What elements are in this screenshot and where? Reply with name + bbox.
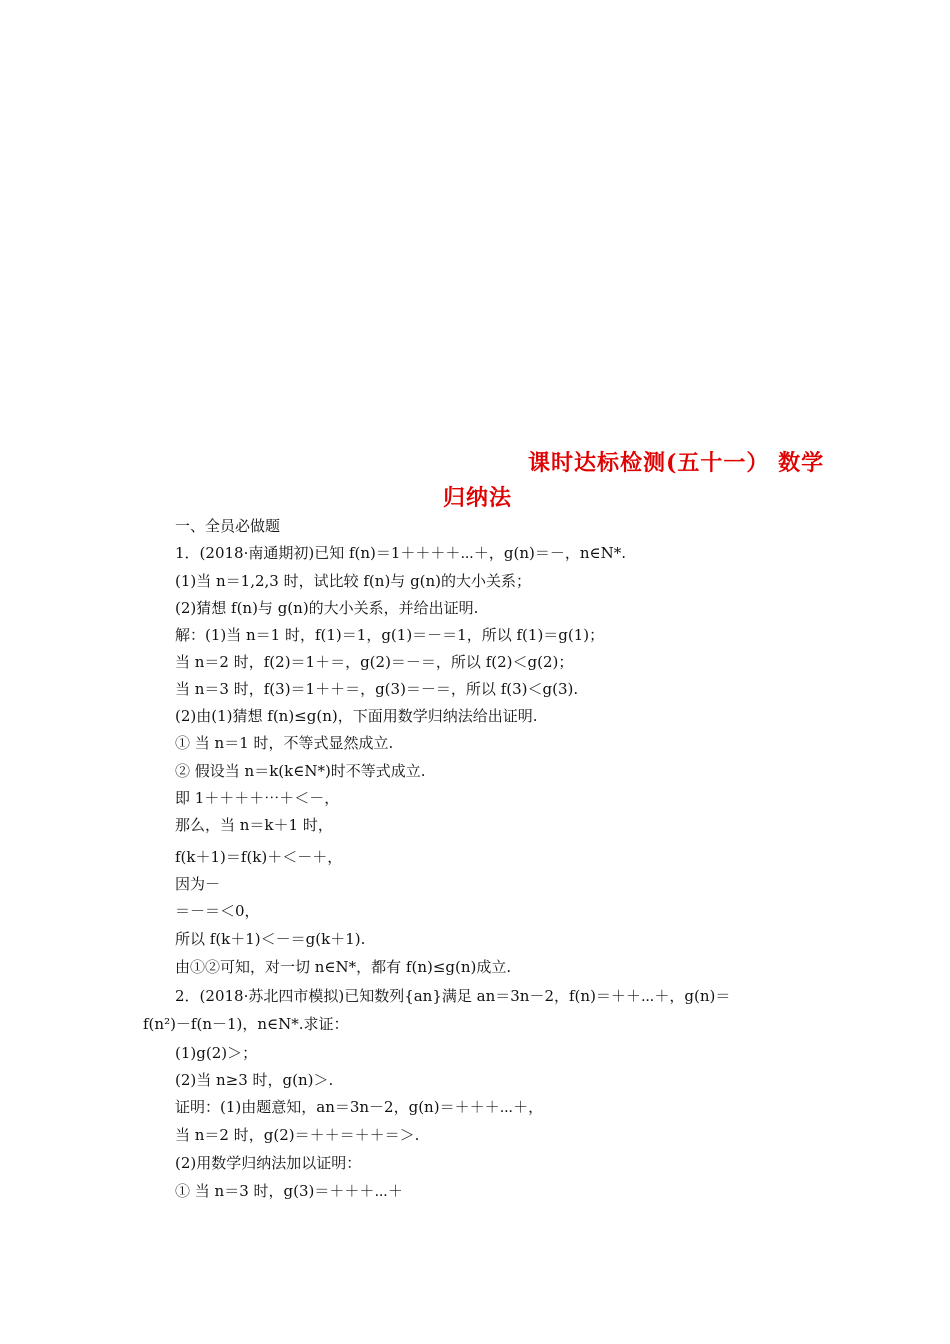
problem-1-statement: 1．(2018·南通期初)已知 f(n)＝1＋＋＋＋⋯＋，g(n)＝－，n∈N*. <box>175 544 627 562</box>
proof-line: 证明：(1)由题意知，an＝3n－2，g(n)＝＋＋＋⋯＋， <box>175 1098 544 1116</box>
solution-line: ① 当 n＝1 时，不等式显然成立. <box>175 734 394 752</box>
proof-line: ① 当 n＝3 时，g(3)＝＋＋＋⋯＋ <box>175 1182 403 1200</box>
solution-line: (2)由(1)猜想 f(n)≤g(n)，下面用数学归纳法给出证明. <box>175 707 538 725</box>
solution-line: f(k＋1)＝f(k)＋＜－＋， <box>175 848 343 866</box>
solution-line: 所以 f(k＋1)＜－＝g(k＋1). <box>175 930 366 948</box>
solution-line: 即 1＋＋＋＋⋯＋＜－， <box>175 789 340 807</box>
solution-line: ② 假设当 n＝k(k∈N*)时不等式成立. <box>175 762 426 780</box>
problem-2-part-1: (1)g(2)＞； <box>175 1044 258 1062</box>
solution-line: 那么，当 n＝k＋1 时， <box>175 816 333 834</box>
problem-1-part-1: (1)当 n＝1,2,3 时，试比较 f(n)与 g(n)的大小关系； <box>175 572 532 590</box>
proof-line: (2)用数学归纳法加以证明： <box>175 1154 362 1172</box>
solution-line: 当 n＝3 时，f(3)＝1＋＋＝，g(3)＝－＝，所以 f(3)＜g(3). <box>175 680 579 698</box>
section-heading: 一、全员必做题 <box>175 517 281 535</box>
solution-line: 因为－ <box>175 875 221 893</box>
problem-2-statement-continued: f(n²)－f(n－1)，n∈N*.求证： <box>143 1015 349 1033</box>
problem-2-statement: 2．(2018·苏北四市模拟)已知数列{an}满足 an＝3n－2，f(n)＝＋＋⋯＋，g(n)＝ <box>175 987 731 1005</box>
solution-line: 当 n＝2 时，f(2)＝1＋＝，g(2)＝－＝，所以 f(2)＜g(2)； <box>175 653 574 671</box>
solution-line: 由①②可知，对一切 n∈N*，都有 f(n)≤g(n)成立. <box>175 958 512 976</box>
problem-2-part-2: (2)当 n≥3 时，g(n)＞. <box>175 1071 334 1089</box>
proof-line: 当 n＝2 时，g(2)＝＋＋＝＋＋＝＞. <box>175 1126 420 1144</box>
solution-line: ＝－＝＜0， <box>175 902 260 920</box>
document-title: 课时达标检测(五十一） 数学 <box>528 450 825 476</box>
problem-1-part-2: (2)猜想 f(n)与 g(n)的大小关系，并给出证明. <box>175 599 479 617</box>
document-title-continued: 归纳法 <box>443 485 513 511</box>
solution-line: 解：(1)当 n＝1 时，f(1)＝1，g(1)＝－＝1，所以 f(1)＝g(1)； <box>175 626 605 644</box>
